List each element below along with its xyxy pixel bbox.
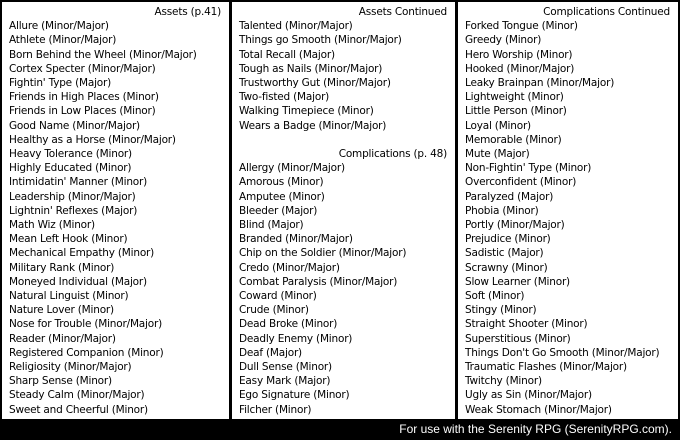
list-item: Athlete (Minor/Major) <box>9 34 117 47</box>
list-item: Amorous (Minor) <box>239 176 324 189</box>
list-item: Trustworthy Gut (Minor/Major) <box>239 77 391 90</box>
list-item: Dead Broke (Minor) <box>239 318 338 331</box>
list-item: Sharp Sense (Minor) <box>9 375 112 388</box>
list-item: Easy Mark (Major) <box>239 375 331 388</box>
list-item: Deaf (Major) <box>239 346 302 359</box>
list-item: Stingy (Minor) <box>465 304 537 317</box>
list-item: Memorable (Minor) <box>465 133 562 146</box>
list-item: Steady Calm (Minor/Major) <box>9 389 145 402</box>
list-item: Nose for Trouble (Minor/Major) <box>9 318 162 331</box>
list-item: Chip on the Soldier (Minor/Major) <box>239 247 407 260</box>
list-item: Born Behind the Wheel (Minor/Major) <box>9 48 197 61</box>
list-item: Crude (Minor) <box>239 304 309 317</box>
list-item: Prejudice (Minor) <box>465 233 551 246</box>
section-header: Assets Continued <box>358 6 447 18</box>
list-item: Sadistic (Major) <box>465 247 544 260</box>
list-item: Mechanical Empathy (Minor) <box>9 247 155 260</box>
list-item: Ego Signature (Minor) <box>239 389 350 402</box>
list-item: Scrawny (Minor) <box>465 261 548 274</box>
section-header: Assets (p.41) <box>154 6 221 18</box>
list-item: Weak Stomach (Minor/Major) <box>465 403 612 416</box>
list-item: Total Recall (Major) <box>239 48 335 61</box>
list-item: Friends in High Places (Minor) <box>9 91 159 104</box>
list-item: Twitchy (Minor) <box>465 375 542 388</box>
list-item: Moneyed Individual (Major) <box>9 275 147 288</box>
list-item: Paralyzed (Major) <box>465 190 554 203</box>
list-item: Talented (Minor/Major) <box>239 20 353 33</box>
list-item: Intimidatin' Manner (Minor) <box>9 176 148 189</box>
list-item: Phobia (Minor) <box>465 204 539 217</box>
list-item: Soft (Minor) <box>465 290 525 303</box>
list-item: Wears a Badge (Minor/Major) <box>239 119 387 132</box>
list-item: Slow Learner (Minor) <box>465 275 570 288</box>
list-item: Blind (Major) <box>239 219 304 232</box>
list-item: Hero Worship (Minor) <box>465 48 573 61</box>
list-item: Good Name (Minor/Major) <box>9 119 140 132</box>
list-item: Coward (Minor) <box>239 290 317 303</box>
list-item: Ugly as Sin (Minor/Major) <box>465 389 592 402</box>
list-item: Lightweight (Minor) <box>465 91 564 104</box>
list-item: Lightnin' Reflexes (Major) <box>9 204 138 217</box>
footer-bar <box>0 419 680 440</box>
list-item: Fightin' Type (Major) <box>9 77 112 90</box>
list-item: Leaky Brainpan (Minor/Major) <box>465 77 615 90</box>
list-item: Hooked (Minor/Major) <box>465 62 575 75</box>
list-item: Healthy as a Horse (Minor/Major) <box>9 133 176 146</box>
list-item: Friends in Low Places (Minor) <box>9 105 156 118</box>
list-item: Walking Timepiece (Minor) <box>239 105 374 118</box>
section-header: Complications Continued <box>543 6 670 18</box>
list-item: Little Person (Minor) <box>465 105 567 118</box>
section-header: Complications (p. 48) <box>338 148 447 161</box>
list-item: Things go Smooth (Minor/Major) <box>239 34 402 47</box>
list-item: Straight Shooter (Minor) <box>465 318 588 331</box>
column-1 <box>2 2 229 419</box>
list-item: Forked Tongue (Minor) <box>465 20 578 33</box>
list-item: Mute (Major) <box>465 148 530 161</box>
list-item: Highly Educated (Minor) <box>9 162 132 175</box>
list-item: Non-Fightin' Type (Minor) <box>465 162 592 175</box>
list-item: Loyal (Minor) <box>465 119 531 132</box>
list-item: Greedy (Minor) <box>465 34 542 47</box>
list-item: Allergy (Minor/Major) <box>239 162 345 175</box>
list-item: Credo (Minor/Major) <box>239 261 340 274</box>
list-item: Mean Left Hook (Minor) <box>9 233 128 246</box>
list-item: Tough as Nails (Minor/Major) <box>239 62 383 75</box>
list-item: Religiosity (Minor/Major) <box>9 361 132 374</box>
footer-text: For use with the Serenity RPG (SerenityRPG.com). <box>399 422 672 436</box>
list-item: Branded (Minor/Major) <box>239 233 353 246</box>
list-item: Traumatic Flashes (Minor/Major) <box>465 361 627 374</box>
list-item: Deadly Enemy (Minor) <box>239 332 353 345</box>
list-item: Superstitious (Minor) <box>465 332 571 345</box>
list-item: Bleeder (Major) <box>239 204 318 217</box>
list-item: Leadership (Minor/Major) <box>9 190 136 203</box>
list-item: Dull Sense (Minor) <box>239 361 332 374</box>
column-3 <box>458 2 678 419</box>
column-2 <box>232 2 455 419</box>
list-item: Overconfident (Minor) <box>465 176 577 189</box>
list-item: Heavy Tolerance (Minor) <box>9 148 132 161</box>
list-item: Math Wiz (Minor) <box>9 219 95 232</box>
list-item: Nature Lover (Minor) <box>9 304 114 317</box>
list-item: Allure (Minor/Major) <box>9 20 109 33</box>
list-item: Natural Linguist (Minor) <box>9 290 129 303</box>
list-item: Reader (Minor/Major) <box>9 332 116 345</box>
list-item: Sweet and Cheerful (Minor) <box>9 403 148 416</box>
list-item: Military Rank (Minor) <box>9 261 115 274</box>
list-item: Filcher (Minor) <box>239 403 312 416</box>
list-item: Amputee (Minor) <box>239 190 325 203</box>
list-item: Portly (Minor/Major) <box>465 219 565 232</box>
list-item: Registered Companion (Minor) <box>9 346 164 359</box>
list-item: Things Don't Go Smooth (Minor/Major) <box>465 346 660 359</box>
list-item: Combat Paralysis (Minor/Major) <box>239 275 398 288</box>
list-item: Two-fisted (Major) <box>239 91 330 104</box>
list-item: Cortex Specter (Minor/Major) <box>9 62 156 75</box>
